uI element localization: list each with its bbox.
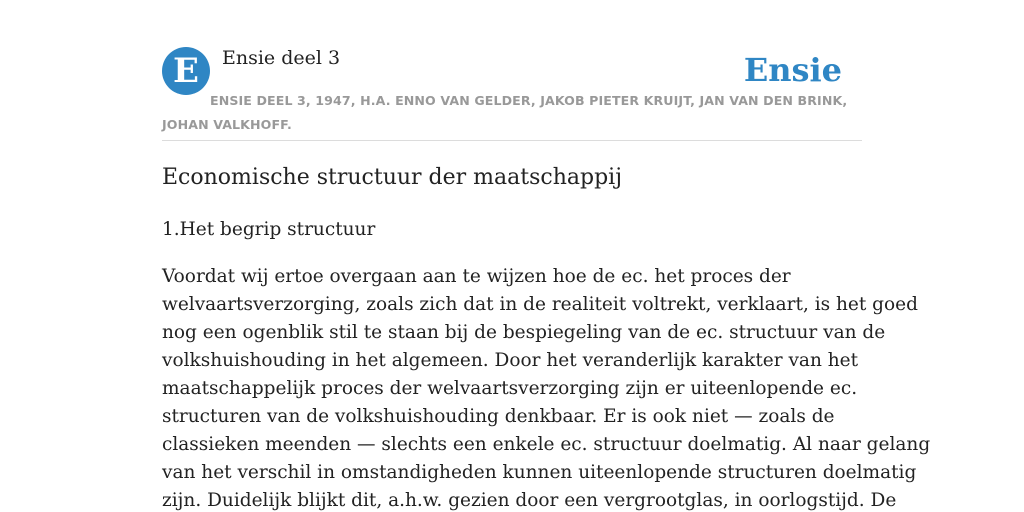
header: [162, 0, 862, 141]
brand-logo[interactable]: Ensie: [743, 51, 842, 89]
book-metadata: ENSIE DEEL 3, 1947, H.A. ENNO VAN GELDER, JAKOB PIETER KRUIJT, JAN VAN DEN BRINK, JOHAN VALKHOFF.: [162, 93, 848, 132]
book-title[interactable]: Ensie deel 3: [222, 47, 341, 69]
section-title: 1.Het begrip structuur: [162, 219, 376, 240]
body-line: classieken meenden — slechts een enkele ec. structuur doelmatig. Al naar gelang: [162, 434, 931, 455]
body-line: maatschappelijk proces der welvaartsverzorging zijn er uiteenlopende ec.: [162, 378, 858, 399]
ensie-logo-icon[interactable]: E: [162, 47, 210, 95]
body-line: van het verschil in omstandigheden kunnen uiteenlopende structuren doelmatig: [162, 462, 917, 483]
body-line: Voordat wij ertoe overgaan aan te wijzen hoe de ec. het proces der: [162, 266, 791, 287]
article-title: Economische structuur der maatschappij: [162, 165, 623, 190]
body-line: zijn. Duidelijk blijkt dit, a.h.w. gezien door een vergrootglas, in oorlogstijd. De: [162, 490, 897, 511]
article-body: [162, 263, 931, 512]
page: [162, 0, 931, 511]
body-line: welvaartsverzorging, zoals zich dat in de realiteit voltrekt, verklaart, is het goed: [162, 294, 918, 315]
body-line: structuren van de volkshuishouding denkbaar. Er is ook niet — zoals de: [162, 406, 835, 427]
body-line: nog een ogenblik stil te staan bij de bespiegeling van de ec. structuur van de: [162, 322, 886, 343]
body-line: volkshuishouding in het algemeen. Door het veranderlijk karakter van het: [162, 350, 859, 371]
